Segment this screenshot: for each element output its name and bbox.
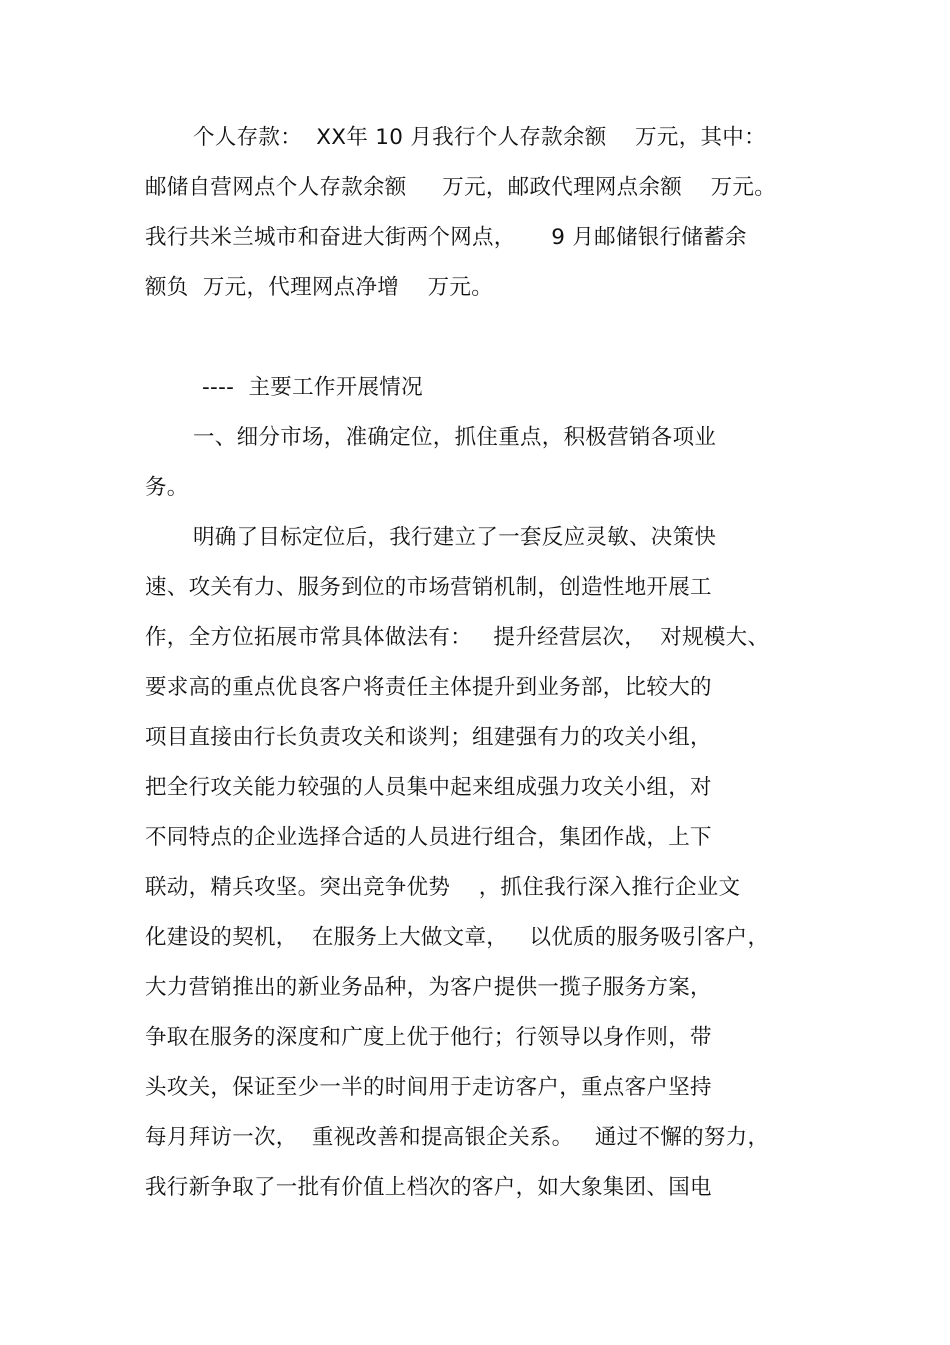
text-line: 争取在服务的深度和广度上优于他行；行领导以身作则，带 <box>145 1025 712 1050</box>
text-line: 一、细分市场，准确定位，抓住重点，积极营销各项业 <box>193 425 717 450</box>
text-line: 头攻关，保证至少一半的时间用于走访客户，重点客户坚持 <box>145 1075 712 1100</box>
text-line: 要求高的重点优良客户将责任主体提升到业务部，比较大的 <box>145 675 712 700</box>
text-line: 务。 <box>145 475 189 500</box>
text-line: 邮储自营网点个人存款余额 万元，邮政代理网点余额 万元。 <box>145 175 777 200</box>
section-heading: ---- 主要工作开展情况 <box>202 375 423 400</box>
text-line: 个人存款： XX年 10 月我行个人存款余额 万元，其中： <box>193 125 766 150</box>
text-line: 额负 万元，代理网点净增 万元。 <box>145 275 494 300</box>
text-line: 我行共米兰城市和奋进大街两个网点， 9 月邮储银行储蓄余 <box>145 225 747 250</box>
text-line: 作，全方位拓展市常具体做法有： 提升经营层次， 对规模大、 <box>145 625 770 650</box>
text-line: 每月拜访一次， 重视改善和提高银企关系。 通过不懈的努力， <box>145 1125 770 1150</box>
text-line: 化建设的契机， 在服务上大做文章， 以优质的服务吸引客户， <box>145 925 770 950</box>
text-line: 项目直接由行长负责攻关和谈判；组建强有力的攻关小组， <box>145 725 712 750</box>
text-line: 我行新争取了一批有价值上档次的客户，如大象集团、国电 <box>145 1175 712 1200</box>
text-line: 不同特点的企业选择合适的人员进行组合，集团作战，上下 <box>145 825 712 850</box>
text-line: 速、攻关有力、服务到位的市场营销机制，创造性地开展工 <box>145 575 712 600</box>
text-line: 把全行攻关能力较强的人员集中起来组成强力攻关小组，对 <box>145 775 712 800</box>
text-line: 联动，精兵攻坚。突出竞争优势 ，抓住我行深入推行企业文 <box>145 875 741 900</box>
text-line: 明确了目标定位后，我行建立了一套反应灵敏、决策快 <box>193 525 717 550</box>
text-line: 大力营销推出的新业务品种，为客户提供一揽子服务方案， <box>145 975 712 1000</box>
